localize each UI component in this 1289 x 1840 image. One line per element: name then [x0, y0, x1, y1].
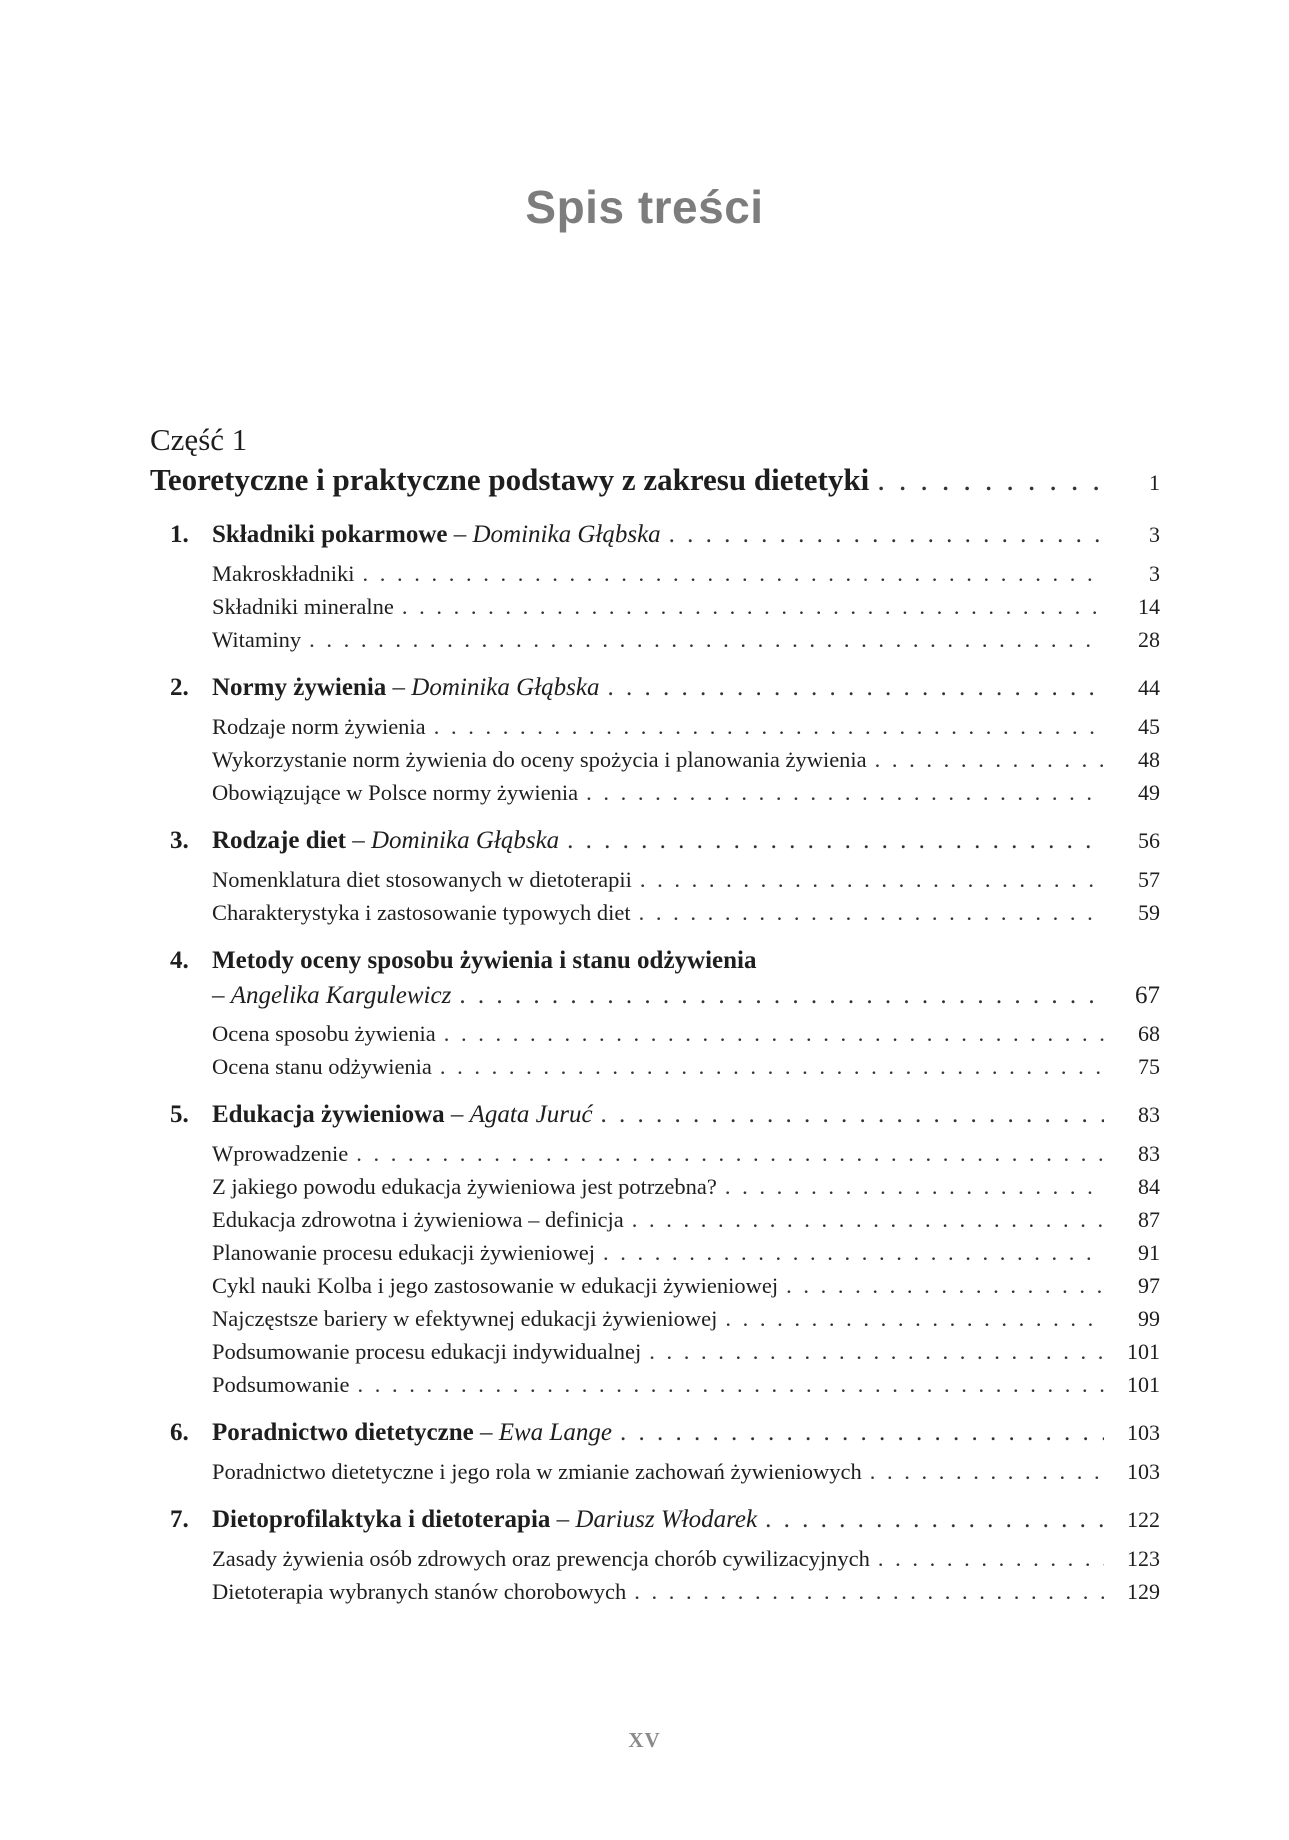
- section-row[interactable]: [212, 590, 1160, 623]
- section-title: Składniki mineralne: [212, 594, 394, 619]
- section-row[interactable]: [212, 1050, 1160, 1083]
- chapter-author: Dominika Głąbska: [472, 521, 661, 548]
- page-number: 75: [1138, 1054, 1160, 1079]
- chapter-title: Składniki pokarmowe: [212, 521, 448, 548]
- section-row[interactable]: [212, 1170, 1160, 1203]
- page-number: 45: [1138, 714, 1160, 739]
- chapter-heading-row[interactable]: [170, 1415, 1160, 1451]
- section-title: Dietoterapia wybranych stanów chorobowych: [212, 1579, 627, 1604]
- section-title: Najczęstsze bariery w efektywnej edukacji żywieniowej: [212, 1306, 718, 1331]
- section-title: Witaminy: [212, 627, 302, 652]
- section-title: Ocena stanu odżywienia: [212, 1054, 432, 1079]
- chapter-title: Metody oceny sposobu żywienia i stanu odżywienia: [212, 947, 757, 974]
- chapter-author: Ewa Lange: [498, 1419, 612, 1446]
- chapter-title: Poradnictwo dietetyczne: [212, 1419, 474, 1446]
- section-list: [212, 1455, 1160, 1488]
- dash-separator: –: [444, 1101, 470, 1128]
- page-number: 97: [1138, 1273, 1160, 1298]
- section-title: Wprowadzenie: [212, 1141, 349, 1166]
- dash-separator: –: [212, 982, 231, 1009]
- section-title: Zasady żywienia osób zdrowych oraz prewencja chorób cywilizacyjnych: [212, 1546, 870, 1571]
- section-title: Podsumowanie: [212, 1372, 350, 1397]
- dot-leader: [878, 1542, 1104, 1575]
- page-number: 122: [1127, 1507, 1160, 1532]
- dot-leader: [356, 1137, 1104, 1170]
- chapter-heading-row[interactable]: [170, 1097, 1160, 1133]
- chapter-heading-row[interactable]: [170, 823, 1160, 859]
- section-title: Edukacja zdrowotna i żywieniowa – definicja: [212, 1207, 624, 1232]
- section-row[interactable]: [212, 557, 1160, 590]
- section-row[interactable]: [212, 1017, 1160, 1050]
- section-row[interactable]: [212, 1542, 1160, 1575]
- section-row[interactable]: [212, 1368, 1160, 1401]
- chapter-title: Normy żywienia: [212, 674, 387, 701]
- dot-leader: [640, 863, 1104, 896]
- section-row[interactable]: [212, 623, 1160, 656]
- dot-leader: [786, 1269, 1104, 1302]
- chapter-author: Dominika Głąbska: [371, 827, 560, 854]
- dot-leader: [402, 590, 1104, 623]
- chapter-number: 6.: [170, 1419, 189, 1446]
- section-list: [212, 1017, 1160, 1083]
- dot-leader: [567, 823, 1104, 859]
- chapter-heading-row[interactable]: [170, 670, 1160, 706]
- chapter-author: Dominika Głąbska: [411, 674, 600, 701]
- page-number: 28: [1138, 627, 1160, 652]
- dash-separator: –: [346, 827, 371, 854]
- page-number: 87: [1138, 1207, 1160, 1232]
- page-number: 3: [1149, 561, 1160, 586]
- chapter-3: [150, 823, 1160, 929]
- section-row[interactable]: [212, 863, 1160, 896]
- section-row[interactable]: [212, 1269, 1160, 1302]
- chapter-2: [150, 670, 1160, 809]
- dot-leader: [586, 776, 1104, 809]
- chapter-title: Rodzaje diet: [212, 827, 346, 854]
- page-number: 3: [1149, 522, 1160, 547]
- dot-leader: [649, 1335, 1104, 1368]
- chapter-7: [150, 1502, 1160, 1608]
- part-label: Część 1: [150, 422, 248, 457]
- section-title: Z jakiego powodu edukacja żywieniowa jest potrzebna?: [212, 1174, 717, 1199]
- dot-leader: [459, 979, 1104, 1013]
- dash-separator: –: [550, 1506, 576, 1533]
- page-number: 101: [1127, 1372, 1160, 1397]
- section-row[interactable]: [212, 896, 1160, 929]
- dot-leader: [639, 896, 1104, 929]
- chapter-1: [150, 517, 1160, 656]
- dot-leader: [607, 670, 1104, 706]
- table-of-contents: [150, 420, 1160, 1608]
- dot-leader: [309, 623, 1104, 656]
- section-list: [212, 557, 1160, 656]
- section-list: [212, 710, 1160, 809]
- page-number: 123: [1127, 1546, 1160, 1571]
- section-row[interactable]: [212, 1455, 1160, 1488]
- section-title: Podsumowanie procesu edukacji indywidualnej: [212, 1339, 642, 1364]
- dot-leader: [765, 1502, 1104, 1538]
- dot-leader: [358, 1368, 1105, 1401]
- page-number: 59: [1138, 900, 1160, 925]
- folio: XV: [628, 1728, 661, 1752]
- chapter-number: 1.: [170, 521, 189, 548]
- chapter-heading-line[interactable]: [170, 943, 1160, 979]
- section-row[interactable]: [212, 776, 1160, 809]
- section-list: [212, 1137, 1160, 1401]
- chapter-title: Dietoprofilaktyka i dietoterapia: [212, 1506, 551, 1533]
- section-title: Obowiązujące w Polsce normy żywienia: [212, 780, 579, 805]
- page-number: 83: [1138, 1141, 1160, 1166]
- dot-leader: [603, 1236, 1104, 1269]
- dot-leader: [362, 557, 1104, 590]
- section-row[interactable]: [212, 1575, 1160, 1608]
- section-title: Makroskładniki: [212, 561, 355, 586]
- dot-leader: [434, 710, 1104, 743]
- dot-leader: [875, 743, 1104, 776]
- chapter-4: [150, 943, 1160, 1083]
- chapter-list: [150, 517, 1160, 1608]
- dot-leader: [725, 1170, 1104, 1203]
- section-title: Rodzaje norm żywienia: [212, 714, 426, 739]
- chapter-heading-row[interactable]: [170, 517, 1160, 553]
- section-row[interactable]: [212, 743, 1160, 776]
- chapter-author: Dariusz Włodarek: [575, 1506, 758, 1533]
- section-row[interactable]: [212, 710, 1160, 743]
- section-title: Wykorzystanie norm żywienia do oceny spożycia i planowania żywienia: [212, 747, 867, 772]
- dash-separator: –: [386, 674, 412, 701]
- dot-leader: [877, 460, 1104, 500]
- section-list: [212, 1542, 1160, 1608]
- section-title: Nomenklatura diet stosowanych w dietoterapii: [212, 867, 632, 892]
- section-title: Cykl nauki Kolba i jego zastosowanie w edukacji żywieniowej: [212, 1273, 779, 1298]
- section-row[interactable]: [212, 1203, 1160, 1236]
- section-title: Poradnictwo dietetyczne i jego rola w zmianie zachowań żywieniowych: [212, 1459, 862, 1484]
- dot-leader: [440, 1050, 1104, 1083]
- section-title: Charakterystyka i zastosowanie typowych diet: [212, 900, 631, 925]
- section-row[interactable]: [212, 1302, 1160, 1335]
- chapter-author: Agata Juruć: [469, 1101, 593, 1128]
- section-row[interactable]: [212, 1236, 1160, 1269]
- chapter-number: 4.: [170, 947, 189, 974]
- dot-leader: [725, 1302, 1104, 1335]
- page-number: 1: [1149, 470, 1160, 495]
- page-number: 44: [1138, 675, 1160, 700]
- page-number: 101: [1127, 1339, 1160, 1364]
- dot-leader: [632, 1203, 1104, 1236]
- chapter-6: [150, 1415, 1160, 1488]
- page-number: 99: [1138, 1306, 1160, 1331]
- dot-leader: [870, 1455, 1104, 1488]
- section-row[interactable]: [212, 1335, 1160, 1368]
- page-number: 57: [1138, 867, 1160, 892]
- part-title-row[interactable]: [150, 460, 1160, 503]
- part-title: Teoretyczne i praktyczne podstawy z zakresu dietetyki: [150, 462, 870, 497]
- page-number: 67: [1135, 982, 1160, 1009]
- dot-leader: [634, 1575, 1104, 1608]
- chapter-heading-row[interactable]: [170, 1502, 1160, 1538]
- page-title: Spis treści: [525, 181, 764, 233]
- section-title: Planowanie procesu edukacji żywieniowej: [212, 1240, 595, 1265]
- page-number: 48: [1138, 747, 1160, 772]
- dash-separator: –: [447, 521, 473, 548]
- chapter-number: 7.: [170, 1506, 189, 1533]
- chapter-5: [150, 1097, 1160, 1401]
- page-number: 14: [1138, 594, 1160, 619]
- dash-separator: –: [473, 1419, 499, 1446]
- chapter-number: 3.: [170, 827, 189, 854]
- dot-leader: [601, 1097, 1104, 1133]
- section-title: Ocena sposobu żywienia: [212, 1021, 436, 1046]
- page-number: 68: [1138, 1021, 1160, 1046]
- page-number: 129: [1127, 1579, 1160, 1604]
- chapter-title: Edukacja żywieniowa: [212, 1101, 445, 1128]
- section-list: [212, 863, 1160, 929]
- page-number: 84: [1138, 1174, 1160, 1199]
- page-number: 103: [1127, 1459, 1160, 1484]
- chapter-number: 5.: [170, 1101, 189, 1128]
- page-number: 83: [1138, 1102, 1160, 1127]
- page-number: 91: [1138, 1240, 1160, 1265]
- chapter-author: Angelika Kargulewicz: [230, 982, 452, 1009]
- section-row[interactable]: [212, 1137, 1160, 1170]
- dot-leader: [669, 517, 1104, 553]
- page-number: 103: [1127, 1420, 1160, 1445]
- chapter-author-row[interactable]: [212, 979, 1160, 1013]
- dot-leader: [444, 1017, 1104, 1050]
- page-number: 56: [1138, 828, 1160, 853]
- chapter-number: 2.: [170, 674, 189, 701]
- page-number: 49: [1138, 780, 1160, 805]
- dot-leader: [620, 1415, 1104, 1451]
